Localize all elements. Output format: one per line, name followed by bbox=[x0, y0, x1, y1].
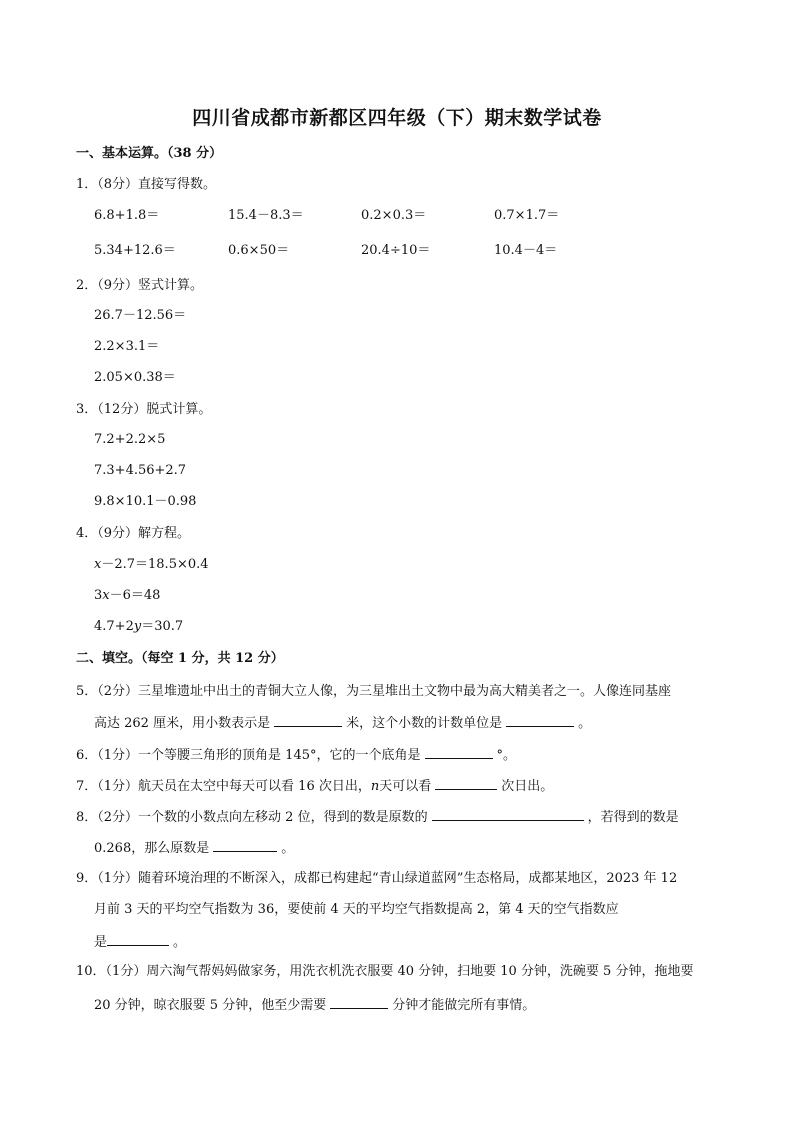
question-1-item: 0.6×50＝ bbox=[228, 243, 290, 258]
question-3-item: 7.3+4.56+2.7 bbox=[94, 463, 187, 478]
equation-text: －6＝48 bbox=[109, 588, 161, 603]
question-8-line-2 bbox=[94, 837, 294, 859]
question-4-stem: 4．（9分）解方程。 bbox=[76, 526, 191, 541]
question-10-line-2 bbox=[94, 994, 535, 1016]
question-text: 0.268，那么原数是 bbox=[94, 841, 210, 856]
question-2-item: 26.7－12.56＝ bbox=[94, 308, 187, 323]
question-text: 米，这个小数的计数单位是 bbox=[346, 716, 503, 731]
section-heading-basic-operations: 一、基本运算。（38 分） bbox=[76, 146, 223, 161]
variable: n bbox=[370, 779, 380, 794]
question-text: 。 bbox=[173, 935, 187, 950]
question-6 bbox=[76, 744, 516, 766]
question-10-line-1: 10．（1分）周六淘气帮妈妈做家务，用洗衣机洗衣服要 40 分钟，扫地要 10 分钟，洗碗要 5 分钟，拖地要 bbox=[76, 964, 694, 979]
answer-blank[interactable] bbox=[425, 744, 493, 759]
question-1-item: 5.34+12.6＝ bbox=[94, 243, 176, 258]
question-4-equation bbox=[94, 555, 209, 575]
question-text: 天可以看 bbox=[379, 779, 432, 794]
question-4-equation bbox=[94, 586, 160, 606]
question-3-item: 9.8×10.1－0.98 bbox=[94, 494, 197, 509]
question-text: 8．（2分）一个数的小数点向左移动 2 位，得到的数是原数的 bbox=[76, 810, 428, 825]
question-text: °。 bbox=[496, 748, 517, 763]
answer-blank[interactable] bbox=[274, 712, 342, 727]
question-8-line-1 bbox=[76, 806, 679, 828]
question-text: 6．（1分）一个等腰三角形的顶角是 145°，它的一个底角是 bbox=[76, 748, 421, 763]
question-text: 。 bbox=[578, 716, 592, 731]
variable: y bbox=[133, 619, 142, 634]
equation-text: 3 bbox=[94, 588, 103, 603]
answer-blank[interactable] bbox=[330, 994, 388, 1009]
variable: x bbox=[102, 588, 110, 603]
question-1-row-1 bbox=[0, 206, 794, 226]
answer-blank[interactable] bbox=[432, 806, 584, 821]
question-text: 。 bbox=[281, 841, 295, 856]
question-3-item: 7.2+2.2×5 bbox=[94, 432, 166, 447]
answer-blank[interactable] bbox=[213, 837, 277, 852]
question-1-row-2 bbox=[0, 241, 794, 261]
question-text: ，若得到的数是 bbox=[587, 810, 679, 825]
question-4-equation bbox=[94, 617, 183, 637]
question-1-item: 10.4－4＝ bbox=[494, 243, 558, 258]
question-1-item: 20.4÷10＝ bbox=[361, 243, 431, 258]
answer-blank[interactable] bbox=[107, 931, 169, 946]
equation-text: ＝30.7 bbox=[141, 619, 184, 634]
page-title: 四川省成都市新都区四年级（下）期末数学试卷 bbox=[192, 107, 602, 129]
question-2-stem: 2．（9分）竖式计算。 bbox=[76, 278, 204, 293]
question-1-item: 6.8+1.8＝ bbox=[94, 208, 160, 223]
question-2-item: 2.2×3.1＝ bbox=[94, 339, 160, 354]
question-1-item: 15.4－8.3＝ bbox=[228, 208, 304, 223]
question-9-line-1: 9．（1分）随着环境治理的不断深入，成都已构建起“青山绿道蓝网”生态格局，成都某地区，2023 年 12 bbox=[76, 871, 678, 886]
question-text: 7．（1分）航天员在太空中每天可以看 16 次日出， bbox=[76, 779, 371, 794]
question-text: 20 分钟，晾衣服要 5 分钟，他至少需要 bbox=[94, 998, 327, 1013]
answer-blank[interactable] bbox=[435, 775, 497, 790]
question-text: 分钟才能做完所有事情。 bbox=[392, 998, 536, 1013]
question-2-item: 2.05×0.38＝ bbox=[94, 370, 176, 385]
question-9-line-2: 月前 3 天的平均空气指数为 36，要使前 4 天的平均空气指数提高 2，第 4 天的空气指数应 bbox=[94, 902, 619, 917]
question-1-item: 0.2×0.3＝ bbox=[361, 208, 427, 223]
question-5-line-2 bbox=[94, 712, 591, 734]
equation-text: 4.7+2 bbox=[94, 619, 134, 634]
question-text: 次日出。 bbox=[501, 779, 554, 794]
variable: x bbox=[94, 557, 102, 572]
question-1-stem: 1．（8分）直接写得数。 bbox=[76, 177, 217, 192]
question-5-line-1: 5．（2分）三星堆遗址中出土的青铜大立人像，为三星堆出土文物中最为高大精美者之一。人像连同基座 bbox=[76, 684, 672, 699]
question-3-stem: 3．（12分）脱式计算。 bbox=[76, 402, 212, 417]
section-heading-fill-in: 二、填空。（每空 1 分，共 12 分） bbox=[76, 651, 284, 666]
question-9-line-3 bbox=[94, 931, 186, 953]
question-7 bbox=[76, 775, 553, 797]
answer-blank[interactable] bbox=[506, 712, 574, 727]
question-text: 高达 262 厘米，用小数表示是 bbox=[94, 716, 271, 731]
question-text: 是 bbox=[94, 935, 108, 950]
question-1-item: 0.7×1.7＝ bbox=[494, 208, 560, 223]
equation-text: －2.7＝18.5×0.4 bbox=[101, 557, 209, 572]
